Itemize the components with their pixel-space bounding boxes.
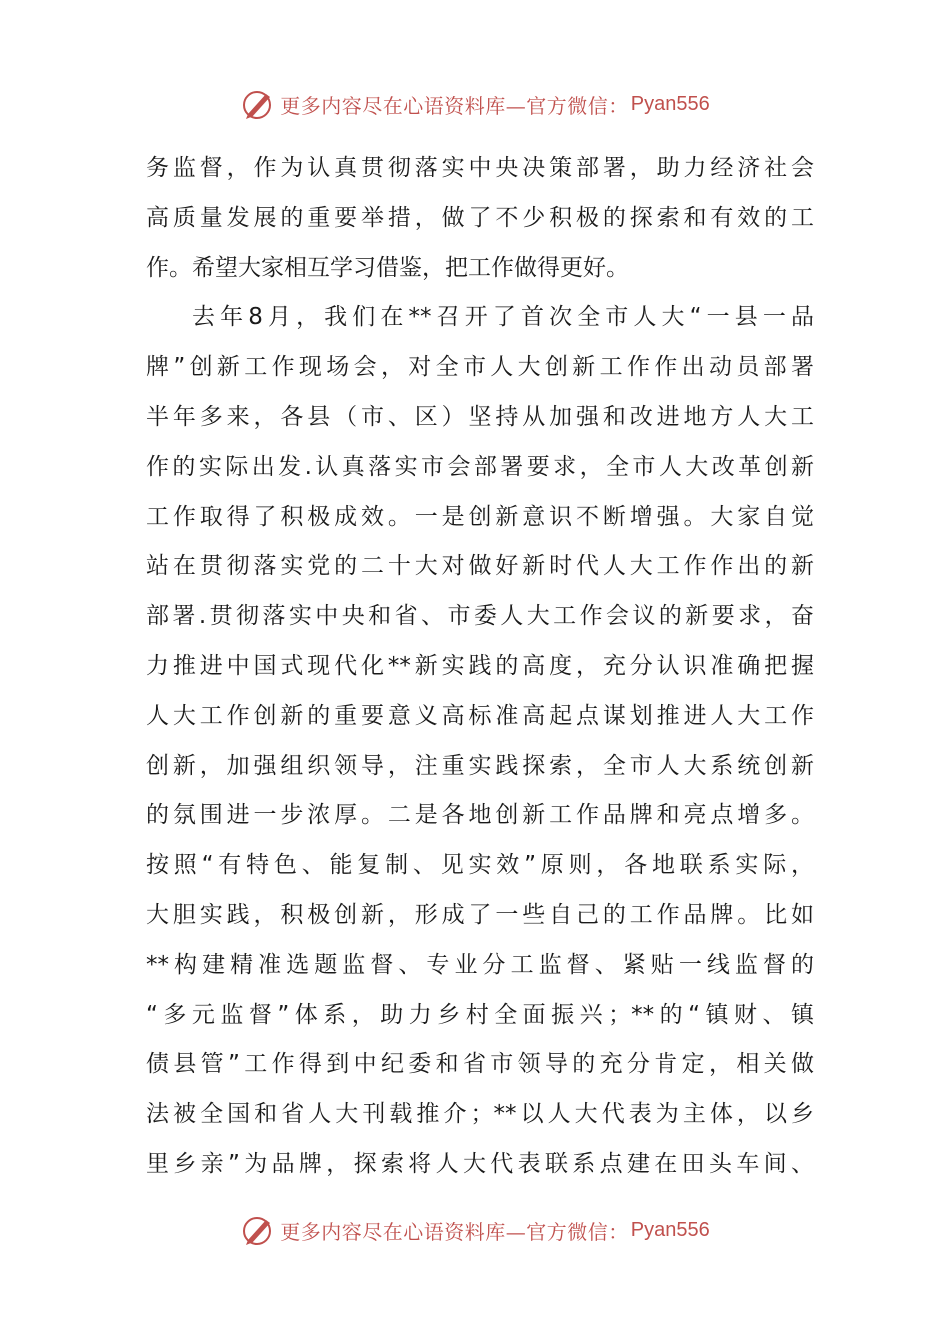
body-line: 牌”创新工作现场会，对全市人大创新工作作出动员部署 [146,354,814,381]
body-line: 作的实际出发.认真落实市会部署要求，全市人大改革创新 [146,453,814,480]
body-line: 作。希望大家相互学习借鉴，把工作做得更好。 [146,254,629,281]
body-line: “多元监督”体系，助力乡村全面振兴；**的“镇财、镇 [146,1001,814,1028]
watermark-id: Pyan556 [630,1218,710,1241]
body-line: 部署.贯彻落实中央和省、市委人大工作会议的新要求，奋 [146,603,814,630]
body-line: 按照“有特色、能复制、见实效”原则，各地联系实际， [146,852,814,879]
header-watermark [0,84,950,124]
watermark-id: Pyan556 [630,92,710,115]
body-line: 力推进中国式现代化**新实践的高度，充分认识准确把握 [146,652,814,679]
body-line: 人大工作创新的重要意义高标准高起点谋划推进人大工作 [146,702,814,729]
body-line: 去年8月，我们在**召开了首次全市人大“一县一品 [192,304,814,331]
body-line: 大胆实践，积极创新，形成了一些自己的工作品牌。比如 [146,901,814,928]
body-line: 里乡亲”为品牌，探索将人大代表联系点建在田头车间、 [146,1150,814,1177]
pen-logo-icon [240,86,276,122]
body-line: 法被全国和省人大刊载推介；**以人大代表为主体，以乡 [146,1101,814,1128]
footer-watermark [0,1210,950,1250]
watermark-text: 更多内容尽在心语资料库—官方微信： [280,1219,629,1244]
body-line: 务监督，作为认真贯彻落实中央决策部署，助力经济社会 [146,155,814,181]
body-line: 创新，加强组织领导，注重实践探索，全市人大系统创新 [146,752,814,779]
watermark-text: 更多内容尽在心语资料库—官方微信： [280,93,629,118]
body-line: 工作取得了积极成效。一是创新意识不断增强。大家自觉 [146,503,814,530]
body-line: 站在贯彻落实党的二十大对做好新时代人大工作作出的新 [146,553,814,580]
body-line: 债县管”工作得到中纪委和省市领导的充分肯定，相关做 [146,1051,814,1078]
body-line: **构建精准选题监督、专业分工监督、紧贴一线监督的 [146,951,814,978]
body-line: 的氛围进一步浓厚。二是各地创新工作品牌和亮点增多。 [146,802,814,829]
document-body [146,144,814,1190]
body-line: 高质量发展的重要举措，做了不少积极的探索和有效的工 [146,204,814,231]
pen-logo-icon [240,1212,276,1248]
body-line: 半年多来，各县（市、区）坚持从加强和改进地方人大工 [146,403,814,430]
